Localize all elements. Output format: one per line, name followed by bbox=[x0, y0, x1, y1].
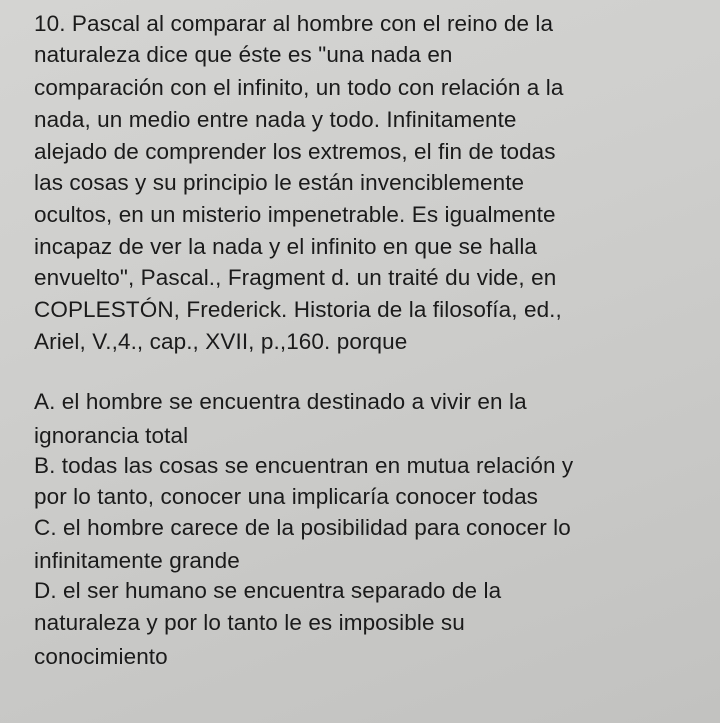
option-b-line: B. todas las cosas se encuentran en mutua relación y bbox=[34, 453, 574, 478]
question-line: ocultos, en un misterio impenetrable. Es igualmente bbox=[34, 202, 556, 227]
option-a-line: A. el hombre se encuentra destinado a vivir en la bbox=[34, 389, 527, 414]
question-line: alejado de comprender los extremos, el fin de todas bbox=[34, 139, 556, 164]
question-line: Ariel, V.,4., cap., XVII, p.,160. porque bbox=[34, 329, 408, 354]
question-line: nada, un medio entre nada y todo. Infinitamente bbox=[34, 107, 517, 132]
option-b-line: por lo tanto, conocer una implicaría conocer todas bbox=[34, 484, 539, 509]
option-c-line: infinitamente grande bbox=[34, 548, 240, 573]
option-a-line: ignorancia total bbox=[34, 423, 189, 448]
option-c-line: C. el hombre carece de la posibilidad para conocer lo bbox=[34, 515, 571, 540]
question-line: comparación con el infinito, un todo con relación a la bbox=[34, 75, 564, 100]
question-line: incapaz de ver la nada y el infinito en que se halla bbox=[34, 234, 538, 259]
option-d-line: naturaleza y por lo tanto le es imposible su bbox=[34, 610, 465, 635]
option-d-line: conocimiento bbox=[34, 644, 168, 669]
option-d-line: D. el ser humano se encuentra separado de la bbox=[34, 578, 502, 603]
question-line: las cosas y su principio le están invenciblemente bbox=[34, 170, 525, 195]
question-line: naturaleza dice que éste es "una nada en bbox=[34, 42, 453, 67]
question-line: envuelto", Pascal., Fragment d. un traité du vide, en bbox=[34, 265, 557, 290]
question-line: COPLESTÓN, Frederick. Historia de la filosofía, ed., bbox=[34, 297, 562, 322]
question-line: 10. Pascal al comparar al hombre con el reino de la bbox=[34, 11, 554, 36]
